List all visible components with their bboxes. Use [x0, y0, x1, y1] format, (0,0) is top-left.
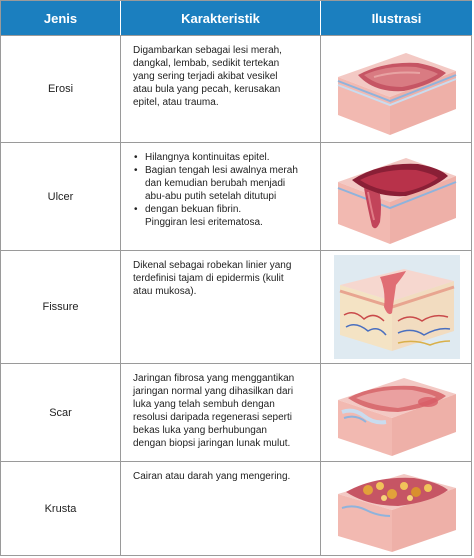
- erosion-skin-illustration: [334, 41, 460, 137]
- table-row: [1, 363, 472, 461]
- crust-skin-illustration: [334, 464, 460, 554]
- header-karakteristik: Karakteristik: [121, 1, 321, 35]
- illustration-cell: [321, 251, 472, 363]
- description-text: Cairan atau darah yang mengering.: [133, 471, 291, 482]
- illustration-cell: [321, 143, 472, 250]
- bullet-text: Hilangnya kontinuitas epitel.: [145, 152, 270, 163]
- description-cell: [121, 251, 321, 363]
- table-row: [1, 461, 472, 556]
- list-item: [134, 151, 310, 164]
- illustration-cell: [321, 36, 472, 142]
- list-item: [134, 203, 310, 229]
- description-cell: [121, 364, 321, 461]
- description-cell: [121, 143, 321, 250]
- type-label: Erosi: [1, 36, 121, 142]
- header-ilustrasi: Ilustrasi: [321, 1, 472, 35]
- bullet-list: [133, 151, 310, 229]
- fissure-skin-illustration: [334, 255, 460, 359]
- description-text: Digambarkan sebagai lesi merah, dangkal, lembab, sedikit tertekan yang sering terjadi akibat vesikel atau bula yang pecah, kerusakan epitel, atau trauma.: [133, 45, 282, 108]
- table-row: [1, 35, 472, 142]
- type-label: Fissure: [1, 251, 121, 363]
- table-row: [1, 250, 472, 363]
- header-jenis: Jenis: [1, 1, 121, 35]
- bullet-glyph: •: [134, 165, 138, 176]
- bullet-text: dengan bekuan fibrin. Pinggiran lesi eritematosa.: [145, 204, 263, 228]
- description-cell: [121, 462, 321, 556]
- list-item: [134, 164, 310, 203]
- bullet-glyph: •: [134, 152, 138, 163]
- ulcer-skin-illustration: [334, 148, 460, 246]
- type-label: Ulcer: [1, 143, 121, 250]
- type-label: Scar: [1, 364, 121, 461]
- table-row: [1, 142, 472, 250]
- description-text: Jaringan fibrosa yang menggantikan jaringan normal yang dihasilkan dari luka yang telah sembuh dengan resolusi daripada regenerasi seperti bekas luka yang berhubungan dengan biopsi jaringan lunak mulut.: [133, 373, 295, 449]
- description-cell: [121, 36, 321, 142]
- illustration-cell: [321, 462, 472, 556]
- type-label: Krusta: [1, 462, 121, 556]
- bullet-text: Bagian tengah lesi awalnya merah dan kemudian berubah menjadi abu-abu putih setelah ditutupi: [145, 165, 298, 202]
- bullet-glyph: •: [134, 204, 138, 215]
- scar-skin-illustration: [334, 368, 460, 458]
- illustration-cell: [321, 364, 472, 461]
- description-text: Dikenal sebagai robekan linier yang terdefinisi tajam di epidermis (kulit atau mukosa).: [133, 260, 292, 297]
